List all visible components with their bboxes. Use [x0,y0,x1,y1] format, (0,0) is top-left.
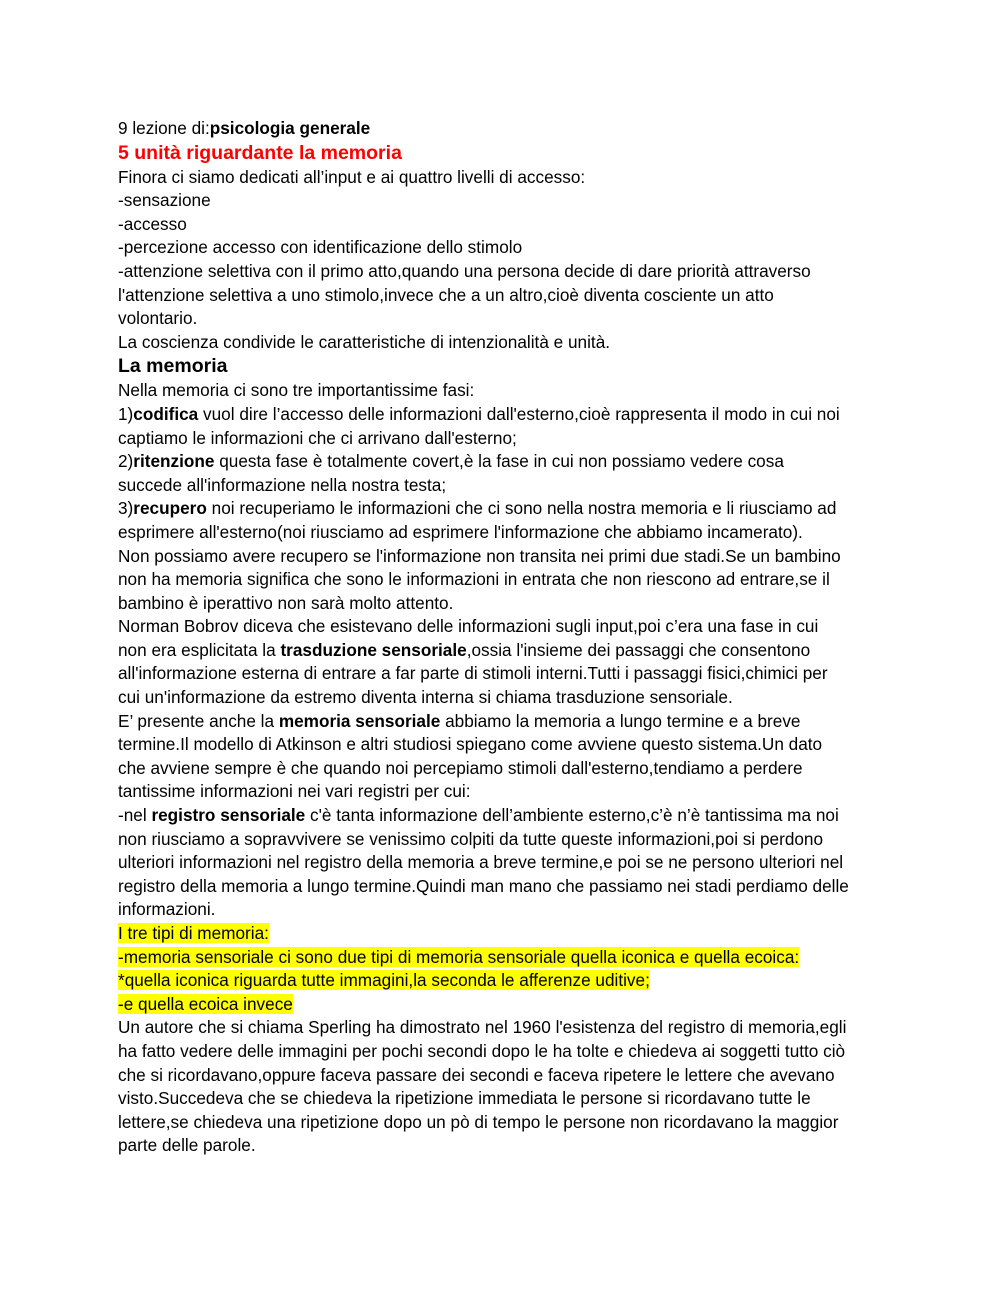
text-span: abbiamo la memoria a lungo termine e a breve [440,710,801,731]
text-line: che si ricordavano,oppure faceva passare dei secondi e faceva ripetere le lettere che avevano [118,1064,835,1085]
phase-ritenzione [118,450,882,474]
phase-recupero [118,497,882,521]
text-line: Finora ci siamo dedicati all’input e ai quattro livelli di accesso: [118,166,586,187]
list-item: -attenzione selettiva con il primo atto,quando una persona decide di dare priorità attraverso [118,260,811,281]
lesson-subject: psicologia generale [209,118,371,138]
list-item: -accesso [118,213,187,234]
phase-codifica [118,403,882,427]
bold-term: memoria sensoriale [278,710,441,731]
text-line: succede all'informazione nella nostra testa; [118,474,447,495]
text-line: ha fatto vedere delle immagini per pochi secondi dopo le ha tolte e chiedeva ai soggetti tutto ciò [118,1040,846,1061]
highlighted-line [118,969,882,993]
text-line: Nella memoria ci sono tre importantissime fasi: [118,380,475,401]
phase-number: 3) [118,498,134,519]
phase-text: vuol dire l’accesso delle informazioni dall'esterno,cioè rappresenta il modo in cui noi [198,403,840,424]
text-line: bambino è iperattivo non sarà molto attento. [118,592,454,613]
text-line: visto.Succedeva che se chiedeva la ripetizione immediata le persone si ricordavano tutte le [118,1088,811,1109]
phase-number: 1) [118,403,134,424]
text-line: non riusciamo a sopravvivere se venissimo colpiti da tutte queste informazioni,poi si perdono [118,828,824,849]
paragraph-trasduzione [118,615,882,709]
highlighted-line [118,922,882,946]
unit-title: 5 unità riguardante la memoria [118,141,402,164]
text-line [118,710,882,734]
intro-section [118,166,882,355]
highlighted-line [118,993,882,1017]
paragraph-sperling [118,1016,882,1158]
highlight-span: I tre tipi di memoria: [118,923,269,943]
phase-text: questa fase è totalmente covert,è la fase in cui non possiamo vedere cosa [214,451,784,472]
highlighted-section [118,922,882,1016]
text-line: termine.Il modello di Atkinson e altri studiosi spiegano come avviene questo sistema.Un dato [118,734,823,755]
paragraph-registro [118,804,882,922]
text-line: parte delle parole. [118,1135,256,1156]
text-line: registro della memoria a lungo termine.Quindi man mano che passiamo nei stadi perdiamo delle [118,875,849,896]
text-line: captiamo le informazioni che ci arrivano dall'esterno; [118,427,517,448]
text-span: E’ presente anche la [118,710,279,731]
phase-number: 2) [118,451,134,472]
bold-term: registro sensoriale [151,805,306,826]
text-line: all'informazione esterna di entrare a far parte di stimoli interni.Tutti i passaggi fisici,chimici per [118,663,828,684]
text-line: che avviene sempre è che quando noi percepiamo stimoli dall'esterno,tendiamo a perdere [118,757,803,778]
text-line: La coscienza condivide le caratteristiche di intenzionalità e unità. [118,331,611,352]
memory-title: La memoria [118,355,228,378]
text-line: Un autore che si chiama Sperling ha dimostrato nel 1960 l'esistenza del registro di memoria,egli [118,1017,847,1038]
text-line: informazioni. [118,899,216,920]
phase-term: recupero [133,498,207,519]
text-line: cui un'informazione da estremo diventa interna si chiama trasduzione sensoriale. [118,687,733,708]
lesson-header [118,117,882,141]
text-line: non ha memoria significa che sono le informazioni in entrata che non riescono ad entrare,se il [118,569,830,590]
paragraph-recupero [118,545,882,616]
phase-term: codifica [133,403,199,424]
text-span: -nel [118,805,152,826]
text-line: volontario. [118,308,198,329]
text-line [118,804,882,828]
highlight-span: *quella iconica riguarda tutte immagini,la seconda le afferenze uditive; [118,970,650,991]
highlighted-line [118,946,882,970]
paragraph-memoria-sensoriale [118,710,882,804]
text-line: Non possiamo avere recupero se l'informazione non transita nei primi due stadi.Se un bambino [118,545,841,566]
text-line: tantissime informazioni nei vari registri per cui: [118,781,471,802]
phase-text: noi recuperiamo le informazioni che ci sono nella nostra memoria e li riusciamo ad [206,498,837,519]
text-line: Norman Bobrov diceva che esistevano delle informazioni sugli input,poi c’era una fase in cui [118,616,819,637]
text-line: esprimere all'esterno(noi riusciamo ad esprimere l'informazione che abbiamo incamerato). [118,521,803,542]
text-span: ,ossia l'insieme dei passaggi che consentono [466,639,811,660]
text-line: l'attenzione selettiva a uno stimolo,invece che a un altro,cioè diventa cosciente un atto [118,284,774,305]
phases-section [118,379,882,544]
text-line: lettere,se chiedeva una ripetizione dopo un pò di tempo le persone non ricordavano la maggior [118,1111,839,1132]
highlight-span: -e quella ecoica invece [118,993,293,1014]
text-span: non era esplicitata la [118,639,281,660]
text-line [118,639,882,663]
highlight-span: -memoria sensoriale ci sono due tipi di memoria sensoriale quella iconica e quella ecoica: [118,946,800,967]
list-item: -sensazione [118,190,211,211]
list-item: -percezione accesso con identificazione dello stimolo [118,237,523,258]
text-line: ulteriori informazioni nel registro della memoria a breve termine,e poi se ne persono ulteriori nel [118,852,844,873]
text-span: c'è tanta informazione dell’ambiente esterno,c’è n’è tantissima ma noi [305,805,839,826]
lesson-prefix: 9 lezione di: [118,118,210,138]
bold-term: trasduzione sensoriale [280,639,467,660]
phase-term: ritenzione [133,451,215,472]
